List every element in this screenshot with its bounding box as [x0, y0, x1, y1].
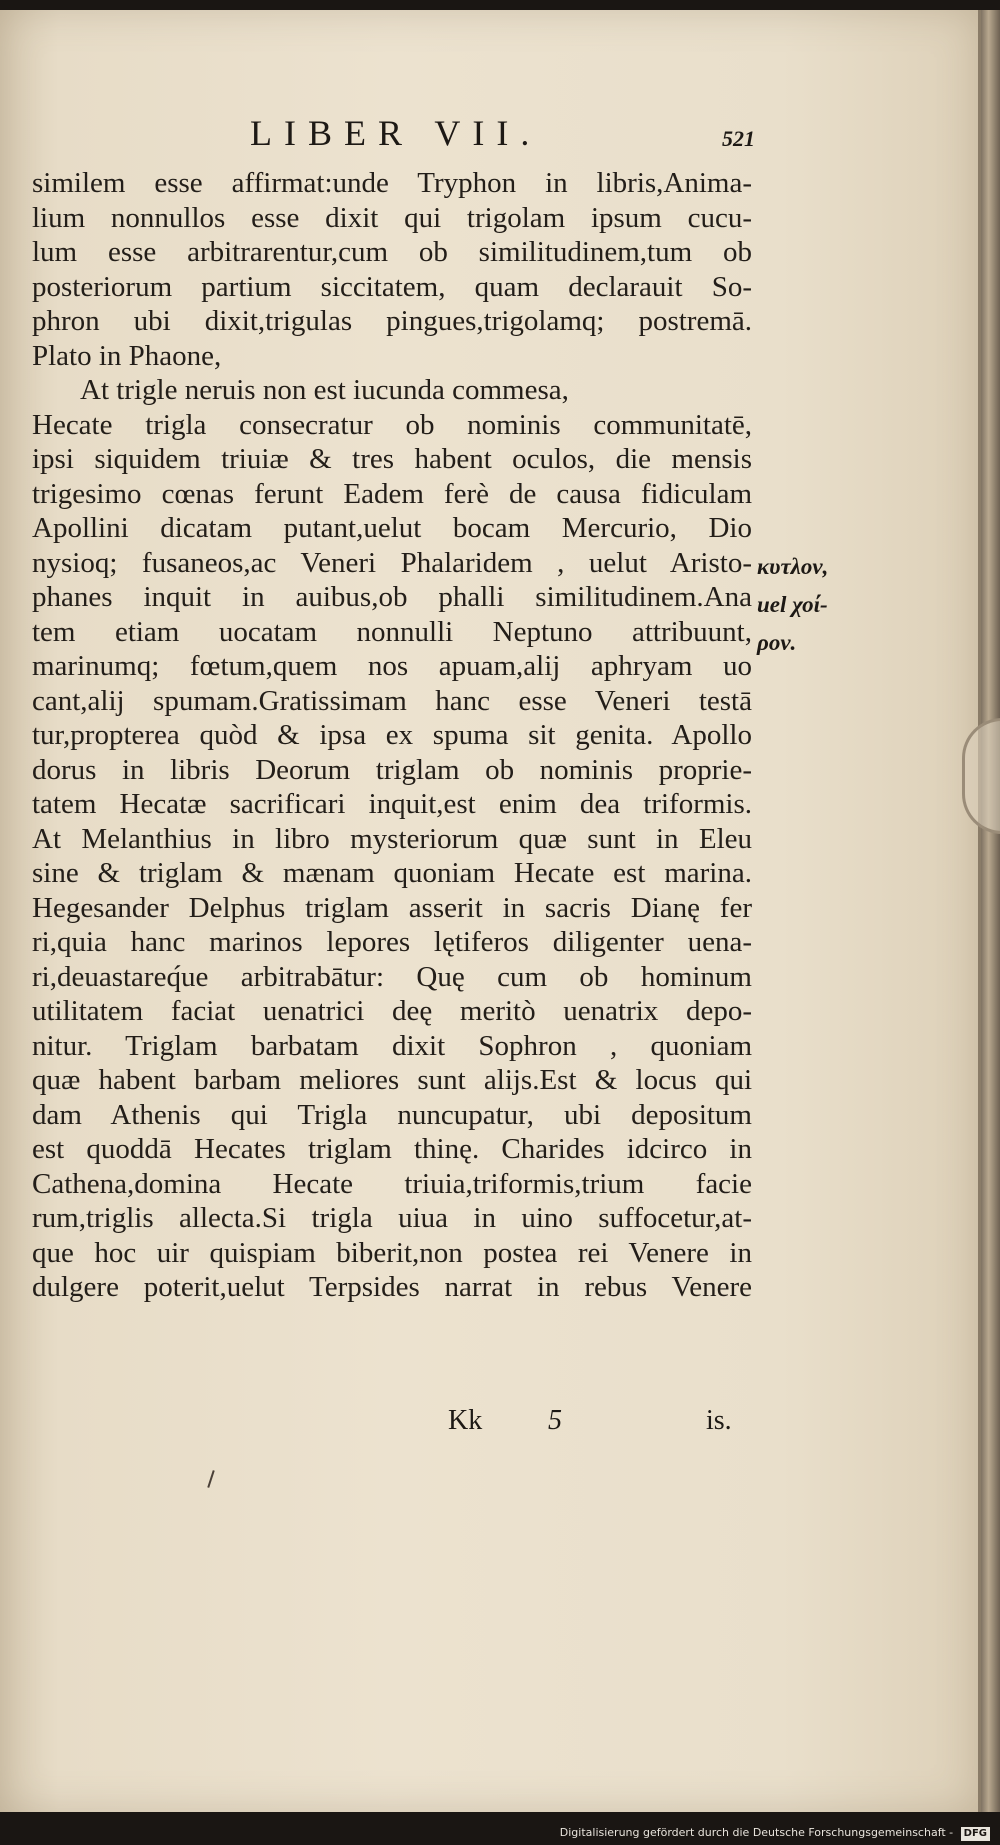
dfg-logo: DFG [961, 1827, 990, 1841]
folio-number: 521 [722, 126, 755, 151]
body-text [32, 166, 752, 1305]
text-line: Apollini dicatam putant,uelut bocam Mercurio, Dio [32, 512, 752, 544]
text-line: tatem Hecatæ sacrificari inquit,est enim dea triformis. [32, 788, 752, 820]
text-line: lum esse arbitrarentur,cum ob similitudinem,tum ob [32, 236, 752, 268]
text-line: Hegesander Delphus triglam asserit in sacris Dianę fer [32, 891, 752, 924]
text-line: phron ubi dixit,trigulas pingues,trigolamq; postremā. [32, 305, 752, 337]
digitization-footer [0, 1820, 990, 1845]
text-line: phanes inquit in auibus,ob phalli similitudinem.Ana [32, 581, 752, 613]
text-line: dorus in libris Deorum triglam ob nominis proprie- [32, 753, 752, 786]
marginal-note-line: ρον. [757, 630, 797, 655]
running-head: LIBER VII. [250, 113, 542, 153]
text-line: posteriorum partium siccitatem, quam declarauit So- [32, 270, 752, 303]
text-line: Hecate trigla consecratur ob nominis communitatē, [32, 408, 752, 441]
text-line: dam Athenis qui Trigla nuncupatur, ubi depositum [32, 1098, 752, 1131]
text-line: ipsi siquidem triuiæ & tres habent oculos, die mensis [32, 443, 752, 475]
marginal-note-line: uel χοί- [757, 592, 828, 617]
page-header [250, 112, 770, 162]
text-line: nysioq; fusaneos,ac Veneri Phalaridem , uelut Aristo- [32, 546, 752, 579]
text-line: ri,quia hanc marinos lepores lętiferos diligenter uena- [32, 926, 752, 958]
text-line: Plato in Phaone, [32, 339, 222, 372]
footer-credit: Digitalisierung gefördert durch die Deutsche Forschungsgemeinschaft - [559, 1826, 954, 1839]
text-line: cant,alij spumam.Gratissimam hanc esse Veneri testā [32, 684, 752, 717]
text-line: utilitatem faciat uenatrici deę meritò uenatrix depo- [32, 995, 752, 1027]
text-line: rum,triglis allecta.Si trigla uiua in uino suffocetur,at- [32, 1202, 752, 1234]
verse-line: At trigle neruis non est iucunda commesa, [80, 374, 569, 406]
text-line: ri,deuastareq́ue arbitrabātur: Quę cum ob hominum [32, 960, 752, 993]
text-line: tem etiam uocatam nonnulli Neptuno attribuunt, [32, 615, 752, 648]
text-line: quæ habent barbam meliores sunt alijs.Est & locus qui [32, 1064, 752, 1096]
text-line: nitur. Triglam barbatam dixit Sophron , quoniam [32, 1029, 752, 1062]
text-line: tur,propterea quòd & ipsa ex spuma sit genita. Apollo [32, 719, 752, 751]
text-line: similem esse affirmat:unde Tryphon in libris,Anima- [32, 167, 752, 199]
page-edge [981, 10, 1000, 1812]
text-line: sine & triglam & mænam quoniam Hecate est marina. [32, 857, 752, 889]
text-line: At Melanthius in libro mysteriorum quæ sunt in Eleu [32, 822, 752, 855]
catchword: is. [706, 1405, 732, 1436]
text-line: trigesimo cœnas ferunt Eadem ferè de causa fidiculam [32, 477, 752, 510]
text-line: dulgere poterit,uelut Terpsides narrat in rebus Venere [32, 1271, 752, 1303]
text-line: Cathena,domina Hecate triuia,triformis,trium facie [32, 1167, 752, 1200]
signature-mark: Kk [448, 1405, 483, 1436]
text-line: est quoddā Hecates triglam thinę. Charides idcirco in [32, 1133, 752, 1165]
marginal-note-line: κυτλον, [757, 554, 829, 579]
text-line: que hoc uir quispiam biberit,non postea rei Venere in [32, 1236, 752, 1269]
text-line: lium nonnullos esse dixit qui trigolam ipsum cucu- [32, 201, 752, 234]
text-line: marinumq; fœtum,quem nos apuam,alij aphryam uo [32, 650, 752, 682]
marginal-note [757, 548, 857, 662]
signature-number: 5 [548, 1405, 562, 1436]
